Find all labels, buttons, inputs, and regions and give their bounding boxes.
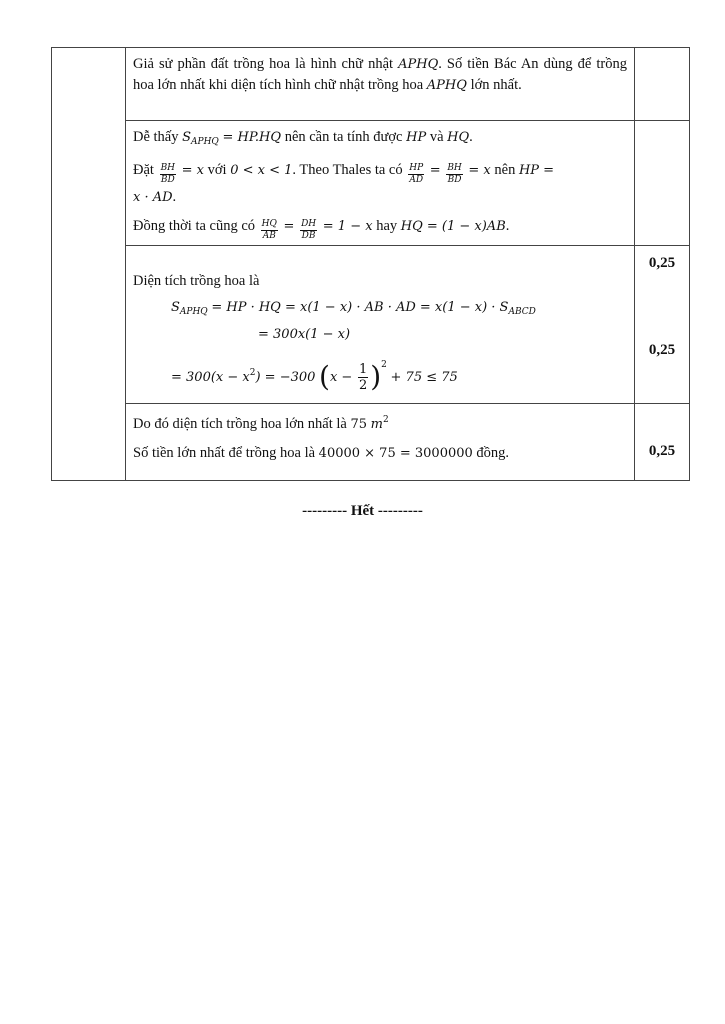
line (133, 323, 627, 346)
fraction (408, 163, 424, 186)
fraction (261, 219, 278, 242)
math: = x (468, 163, 491, 178)
math-superscript: 2 (249, 368, 256, 378)
numerator: HQ (261, 219, 277, 229)
text: Giả sử phần đất trồng hoa là hình chữ nhật (133, 56, 394, 72)
fraction (160, 163, 176, 186)
math: = HP.HQ (222, 130, 282, 145)
solution-cell (126, 121, 635, 246)
numerator: DH (301, 219, 317, 229)
math: HP = (518, 163, 555, 178)
solution-cell (126, 404, 635, 481)
line (133, 354, 627, 393)
math: + 75 ≤ 75 (390, 370, 458, 385)
question-number-cell (52, 48, 126, 481)
math: = x (181, 163, 205, 178)
line (133, 442, 627, 465)
math: 40000 × 75 = 3000000 (318, 446, 473, 461)
math: 0 < x < 1 (230, 163, 293, 178)
math: x · AD (133, 190, 173, 205)
denominator: BD (447, 175, 462, 185)
fraction (446, 163, 462, 186)
math: ) = −300 (255, 370, 316, 385)
math: = (283, 219, 295, 234)
math: = 300(x − x (171, 370, 250, 385)
solution-cell (126, 246, 635, 404)
table-row (52, 48, 690, 121)
math: x − (329, 370, 353, 385)
line (133, 126, 627, 153)
text: lớn nhất. (470, 77, 522, 93)
text: hay (376, 218, 398, 234)
math-superscript: 2 (382, 415, 389, 425)
text: nên cần ta tính được (284, 129, 403, 145)
paren: ) (370, 360, 382, 393)
numerator: HP (409, 163, 424, 173)
math-superscript: 2 (381, 360, 387, 370)
denominator: DB (301, 231, 316, 241)
math: = 1 − x (322, 219, 373, 234)
text: . (505, 218, 510, 234)
solution-cell (126, 48, 635, 121)
math-subscript: ABCD (508, 307, 536, 317)
text: . Theo Thales ta có (292, 162, 403, 178)
score-value: 0,25 (648, 342, 676, 358)
text: . Số tiền Bác An dùng để trồng hoa lớn nhất khi diện tích hình chữ nhật trồng hoa (133, 56, 627, 93)
text: Số tiền lớn nhất để trồng hoa là (133, 445, 316, 461)
score-value: 0,25 (648, 255, 676, 271)
denominator: BD (160, 175, 175, 185)
math: 75 (350, 417, 368, 432)
math: = 300x(1 − x) (258, 327, 351, 342)
math-subscript: APHQ (179, 307, 208, 317)
math: = (429, 163, 441, 178)
fraction (300, 219, 317, 242)
solution-text (126, 121, 634, 244)
text: Dễ thấy (133, 129, 179, 145)
denominator: 2 (358, 378, 368, 393)
numerator: 1 (358, 362, 368, 377)
text: với (207, 162, 227, 178)
line (133, 215, 627, 242)
math-subscript: APHQ (191, 137, 219, 147)
fraction (358, 362, 368, 393)
text: Đặt (133, 162, 154, 178)
line (133, 296, 627, 323)
paren: ( (319, 360, 330, 393)
numerator: BH (447, 163, 462, 173)
denominator: AB (262, 231, 276, 241)
line (133, 186, 627, 209)
math: HQ (447, 130, 470, 145)
grading-table (51, 47, 690, 481)
numerator: BH (160, 163, 176, 173)
math: HP (406, 130, 427, 145)
math: HQ = (1 − x)AB (400, 219, 506, 234)
line (133, 270, 627, 292)
denominator: AD (409, 175, 424, 185)
text: nên (494, 162, 516, 178)
table-row (52, 121, 690, 246)
text: và (429, 129, 444, 145)
line (133, 409, 627, 436)
solution-text (126, 404, 634, 467)
score-cell (635, 404, 690, 481)
line (133, 159, 627, 186)
solution-text (126, 48, 634, 98)
text: Do đó diện tích trồng hoa lớn nhất là (133, 416, 347, 432)
text: đồng. (476, 445, 510, 461)
math: APHQ (426, 78, 467, 93)
math: S (182, 130, 192, 145)
table-row (52, 246, 690, 404)
text: . (469, 129, 473, 145)
end-marker: --------- Hết --------- (302, 503, 423, 519)
text: Diện tích trồng hoa là (133, 273, 260, 289)
score-cell (635, 246, 690, 404)
text: . (172, 189, 177, 205)
math: = HP · HQ = x(1 − x) · AB · AD = x(1 − x) · S (211, 300, 509, 315)
score-cell (635, 121, 690, 271)
score-cell (635, 48, 690, 121)
math: APHQ (398, 57, 439, 72)
text: Đồng thời ta cũng có (133, 218, 256, 234)
table-row (52, 404, 690, 481)
math: m (370, 417, 383, 432)
score-value: 0,25 (648, 443, 676, 459)
solution-text (126, 246, 634, 395)
math: S (171, 300, 180, 315)
